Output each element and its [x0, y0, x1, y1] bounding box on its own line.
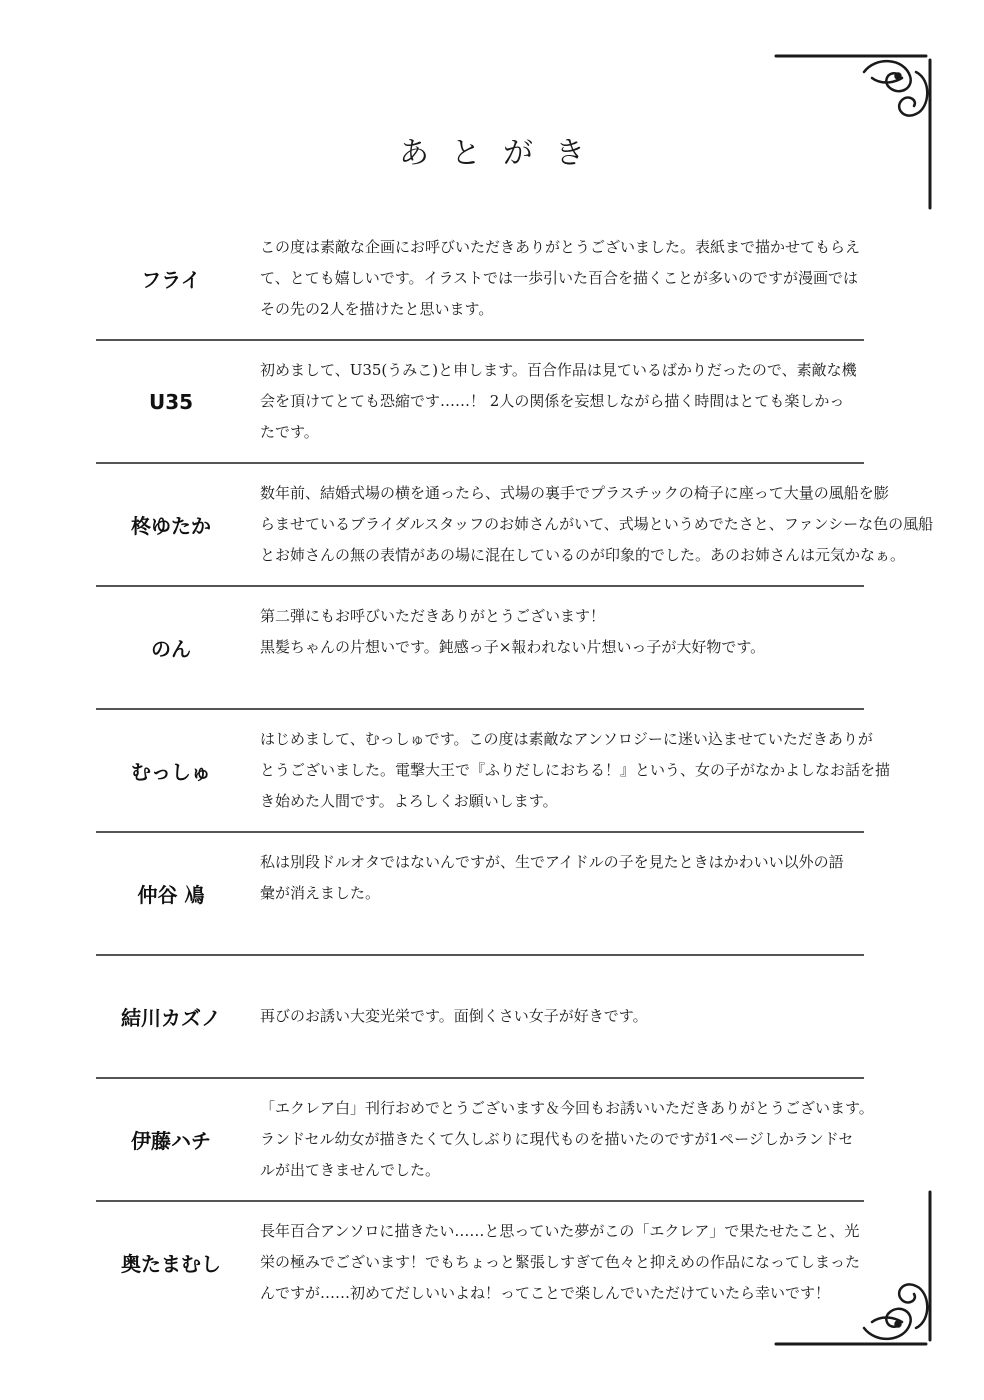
author-name: のん	[151, 637, 191, 661]
author-name: 奥たまむし	[121, 1252, 221, 1276]
author-name: 柊ゆたか	[131, 514, 211, 538]
afterword-entry	[96, 1079, 874, 1202]
afterword-entry	[96, 833, 864, 956]
author-name: むっしゅ	[131, 760, 211, 784]
afterword-list	[96, 218, 934, 1325]
author-comment	[260, 355, 864, 448]
comment-line: き始めた人間です。よろしくお願いします。	[260, 792, 558, 810]
comment-line: 「エクレア白」刊行おめでとうございます＆今回もお誘いいただきありがとうございます。	[260, 1099, 874, 1117]
comment-line: 彙が消えました。	[260, 884, 381, 902]
author-comment	[260, 1093, 874, 1186]
comment-line: たです。	[260, 423, 319, 441]
comment-line: て、とても嬉しいです。イラストでは一歩引いた百合を描くことが多いのですが漫画では	[260, 269, 859, 287]
comment-line: 長年百合アンソロに描きたい……と思っていた夢がこの「エクレア」で果たせたこと、光	[260, 1222, 860, 1240]
comment-line: はじめまして、むっしゅです。この度は素敵なアンソロジーに迷い込ませていただきありが	[260, 730, 873, 748]
author-comment	[260, 724, 891, 817]
comment-line: とお姉さんの無の表情があの場に混在しているのが印象的でした。あのお姉さんは元気かなぁ。	[260, 546, 906, 564]
author-comment	[260, 232, 864, 325]
comment-line: 栄の極みでございます！でもちょっと緊張しすぎて色々と抑えめの作品になってしまった	[260, 1253, 861, 1271]
author-name: 伊藤ハチ	[131, 1129, 211, 1153]
author-comment	[260, 1216, 864, 1309]
afterword-entry	[96, 956, 864, 1079]
comment-line: 私は別段ドルオタではないんですが、生でアイドルの子を見たときはかわいい以外の語	[260, 853, 844, 871]
comment-line: この度は素敵な企画にお呼びいただきありがとうございました。表紙まで描かせてもらえ	[260, 238, 861, 256]
afterword-entry	[96, 464, 934, 587]
comment-line: 会を頂けてとても恐縮です……！ 2人の関係を妄想しながら描く時間はとても楽しかっ	[260, 392, 845, 410]
author-name: U35	[148, 389, 194, 414]
afterword-entry	[96, 710, 891, 833]
afterword-entry	[96, 587, 864, 710]
afterword-entry	[96, 341, 864, 464]
comment-line: 第二弾にもお呼びいただきありがとうございます！	[260, 607, 606, 625]
comment-line: とうございました。電撃大王で『ふりだしにおちる！』という、女の子がなかよしなお話を描	[260, 761, 891, 779]
author-name: フライ	[141, 268, 201, 292]
author-comment	[260, 478, 934, 571]
author-name: 結川カズノ	[121, 1006, 221, 1030]
author-comment	[260, 601, 864, 663]
author-name: 仲谷 鳰	[137, 883, 205, 907]
comment-line: その先の2人を描けたと思います。	[260, 300, 494, 318]
comment-line: ルが出てきませんでした。	[260, 1161, 441, 1179]
comment-line: んですが……初めてだしいいよね！ってことで楽しんでいただけていたら幸いです！	[260, 1284, 831, 1302]
comment-line: らませているブライダルスタッフのお姉さんがいて、式場というめでたさと、ファンシーな色の風船	[260, 515, 934, 533]
comment-line: 再びのお誘い大変光栄です。面倒くさい女子が好きです。	[260, 1007, 648, 1025]
afterword-entry	[96, 218, 864, 341]
author-comment	[260, 1001, 864, 1032]
comment-line: 黒髪ちゃんの片想いです。鈍感っ子×報われない片想いっ子が大好物です。	[260, 638, 766, 656]
comment-line: 数年前、結婚式場の横を通ったら、式場の裏手でプラスチックの椅子に座って大量の風船を膨	[260, 484, 889, 502]
page-title: あとがき	[399, 136, 607, 171]
comment-line: 初めまして、U35(うみこ)と申します。百合作品は見ているばかりだったので、素敵な機	[260, 361, 857, 379]
author-comment	[260, 847, 864, 909]
comment-line: ランドセル幼女が描きたくて久しぶりに現代ものを描いたのですが1ページしかランドセ	[260, 1130, 854, 1148]
afterword-entry	[96, 1202, 864, 1325]
